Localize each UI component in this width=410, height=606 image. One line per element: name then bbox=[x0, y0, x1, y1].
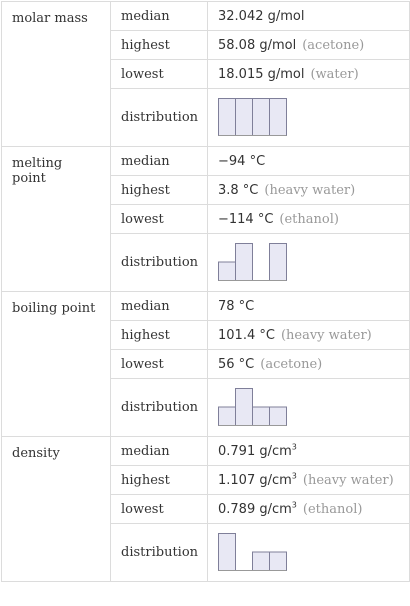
stat-label: lowest bbox=[111, 60, 208, 89]
stat-value: 101.4 °C bbox=[218, 327, 275, 343]
compound-note: (water) bbox=[310, 66, 359, 82]
stat-label: lowest bbox=[111, 350, 208, 379]
property-name: melting point bbox=[2, 147, 111, 292]
histogram-bar bbox=[219, 533, 236, 570]
stat-value-cell bbox=[208, 205, 410, 234]
stat-label: median bbox=[111, 292, 208, 321]
stat-value: −114 °C bbox=[218, 211, 274, 227]
unit-exponent: 3 bbox=[291, 500, 297, 510]
stat-value: 58.08 g/mol bbox=[218, 37, 297, 53]
stat-value: 78 °C bbox=[218, 298, 255, 314]
compound-note: (acetone) bbox=[302, 37, 365, 53]
compound-note: (heavy water) bbox=[280, 327, 372, 343]
stat-value-cell bbox=[208, 321, 410, 350]
distribution-histogram bbox=[218, 97, 298, 139]
table-row bbox=[2, 147, 410, 176]
stat-label: lowest bbox=[111, 495, 208, 524]
stat-label: highest bbox=[111, 321, 208, 350]
distribution-histogram bbox=[218, 532, 298, 574]
histogram-bar bbox=[219, 98, 236, 135]
stat-value: 0.791 g/cm bbox=[218, 443, 292, 459]
stat-value: 1.107 g/cm bbox=[218, 472, 292, 488]
unit-exponent: 3 bbox=[291, 442, 297, 452]
properties-table bbox=[1, 1, 410, 582]
stat-value-cell bbox=[208, 350, 410, 379]
stat-label: median bbox=[111, 147, 208, 176]
distribution-label: distribution bbox=[111, 379, 208, 437]
distribution-label: distribution bbox=[111, 89, 208, 147]
stat-value-cell bbox=[208, 466, 410, 495]
stat-value-cell bbox=[208, 176, 410, 205]
stat-label: lowest bbox=[111, 205, 208, 234]
stat-value-cell bbox=[208, 60, 410, 89]
compound-note: (heavy water) bbox=[302, 472, 394, 488]
stat-value-cell bbox=[208, 31, 410, 60]
compound-note: (heavy water) bbox=[264, 182, 356, 198]
distribution-histogram bbox=[218, 242, 298, 284]
histogram-bar bbox=[236, 98, 253, 135]
stat-value: −94 °C bbox=[218, 153, 266, 169]
stat-label: median bbox=[111, 437, 208, 466]
histogram-bar bbox=[236, 388, 253, 425]
stat-label: median bbox=[111, 2, 208, 31]
stat-label: highest bbox=[111, 31, 208, 60]
distribution-histogram bbox=[218, 387, 298, 429]
stat-value-cell bbox=[208, 2, 410, 31]
stat-value: 3.8 °C bbox=[218, 182, 259, 198]
distribution-label: distribution bbox=[111, 524, 208, 582]
stat-value: 18.015 g/mol bbox=[218, 66, 305, 82]
stat-value: 32.042 g/mol bbox=[218, 8, 305, 24]
stat-value-cell bbox=[208, 495, 410, 524]
histogram-bar bbox=[270, 243, 287, 280]
property-name: boiling point bbox=[2, 292, 111, 437]
unit-exponent: 3 bbox=[291, 471, 297, 481]
distribution-cell bbox=[208, 524, 410, 582]
histogram-bar bbox=[270, 552, 287, 571]
property-name: molar mass bbox=[2, 2, 111, 147]
stat-label: highest bbox=[111, 466, 208, 495]
stat-value-cell bbox=[208, 147, 410, 176]
distribution-cell bbox=[208, 379, 410, 437]
histogram-bar bbox=[219, 262, 236, 281]
histogram-bar bbox=[270, 98, 287, 135]
histogram-bar bbox=[219, 407, 236, 426]
histogram-bar bbox=[253, 98, 270, 135]
histogram-bar bbox=[253, 407, 270, 426]
distribution-cell bbox=[208, 234, 410, 292]
compound-note: (ethanol) bbox=[302, 501, 363, 517]
stat-value-cell bbox=[208, 437, 410, 466]
property-name: density bbox=[2, 437, 111, 582]
distribution-cell bbox=[208, 89, 410, 147]
distribution-label: distribution bbox=[111, 234, 208, 292]
table-row bbox=[2, 292, 410, 321]
histogram-bar bbox=[236, 243, 253, 280]
compound-note: (ethanol) bbox=[279, 211, 339, 227]
stat-value: 56 °C bbox=[218, 356, 255, 372]
histogram-bar bbox=[253, 552, 270, 571]
stat-label: highest bbox=[111, 176, 208, 205]
table-row bbox=[2, 437, 410, 466]
histogram-bar bbox=[270, 407, 287, 426]
table-row bbox=[2, 2, 410, 31]
stat-value-cell bbox=[208, 292, 410, 321]
compound-note: (acetone) bbox=[260, 356, 323, 372]
stat-value: 0.789 g/cm bbox=[218, 501, 292, 517]
